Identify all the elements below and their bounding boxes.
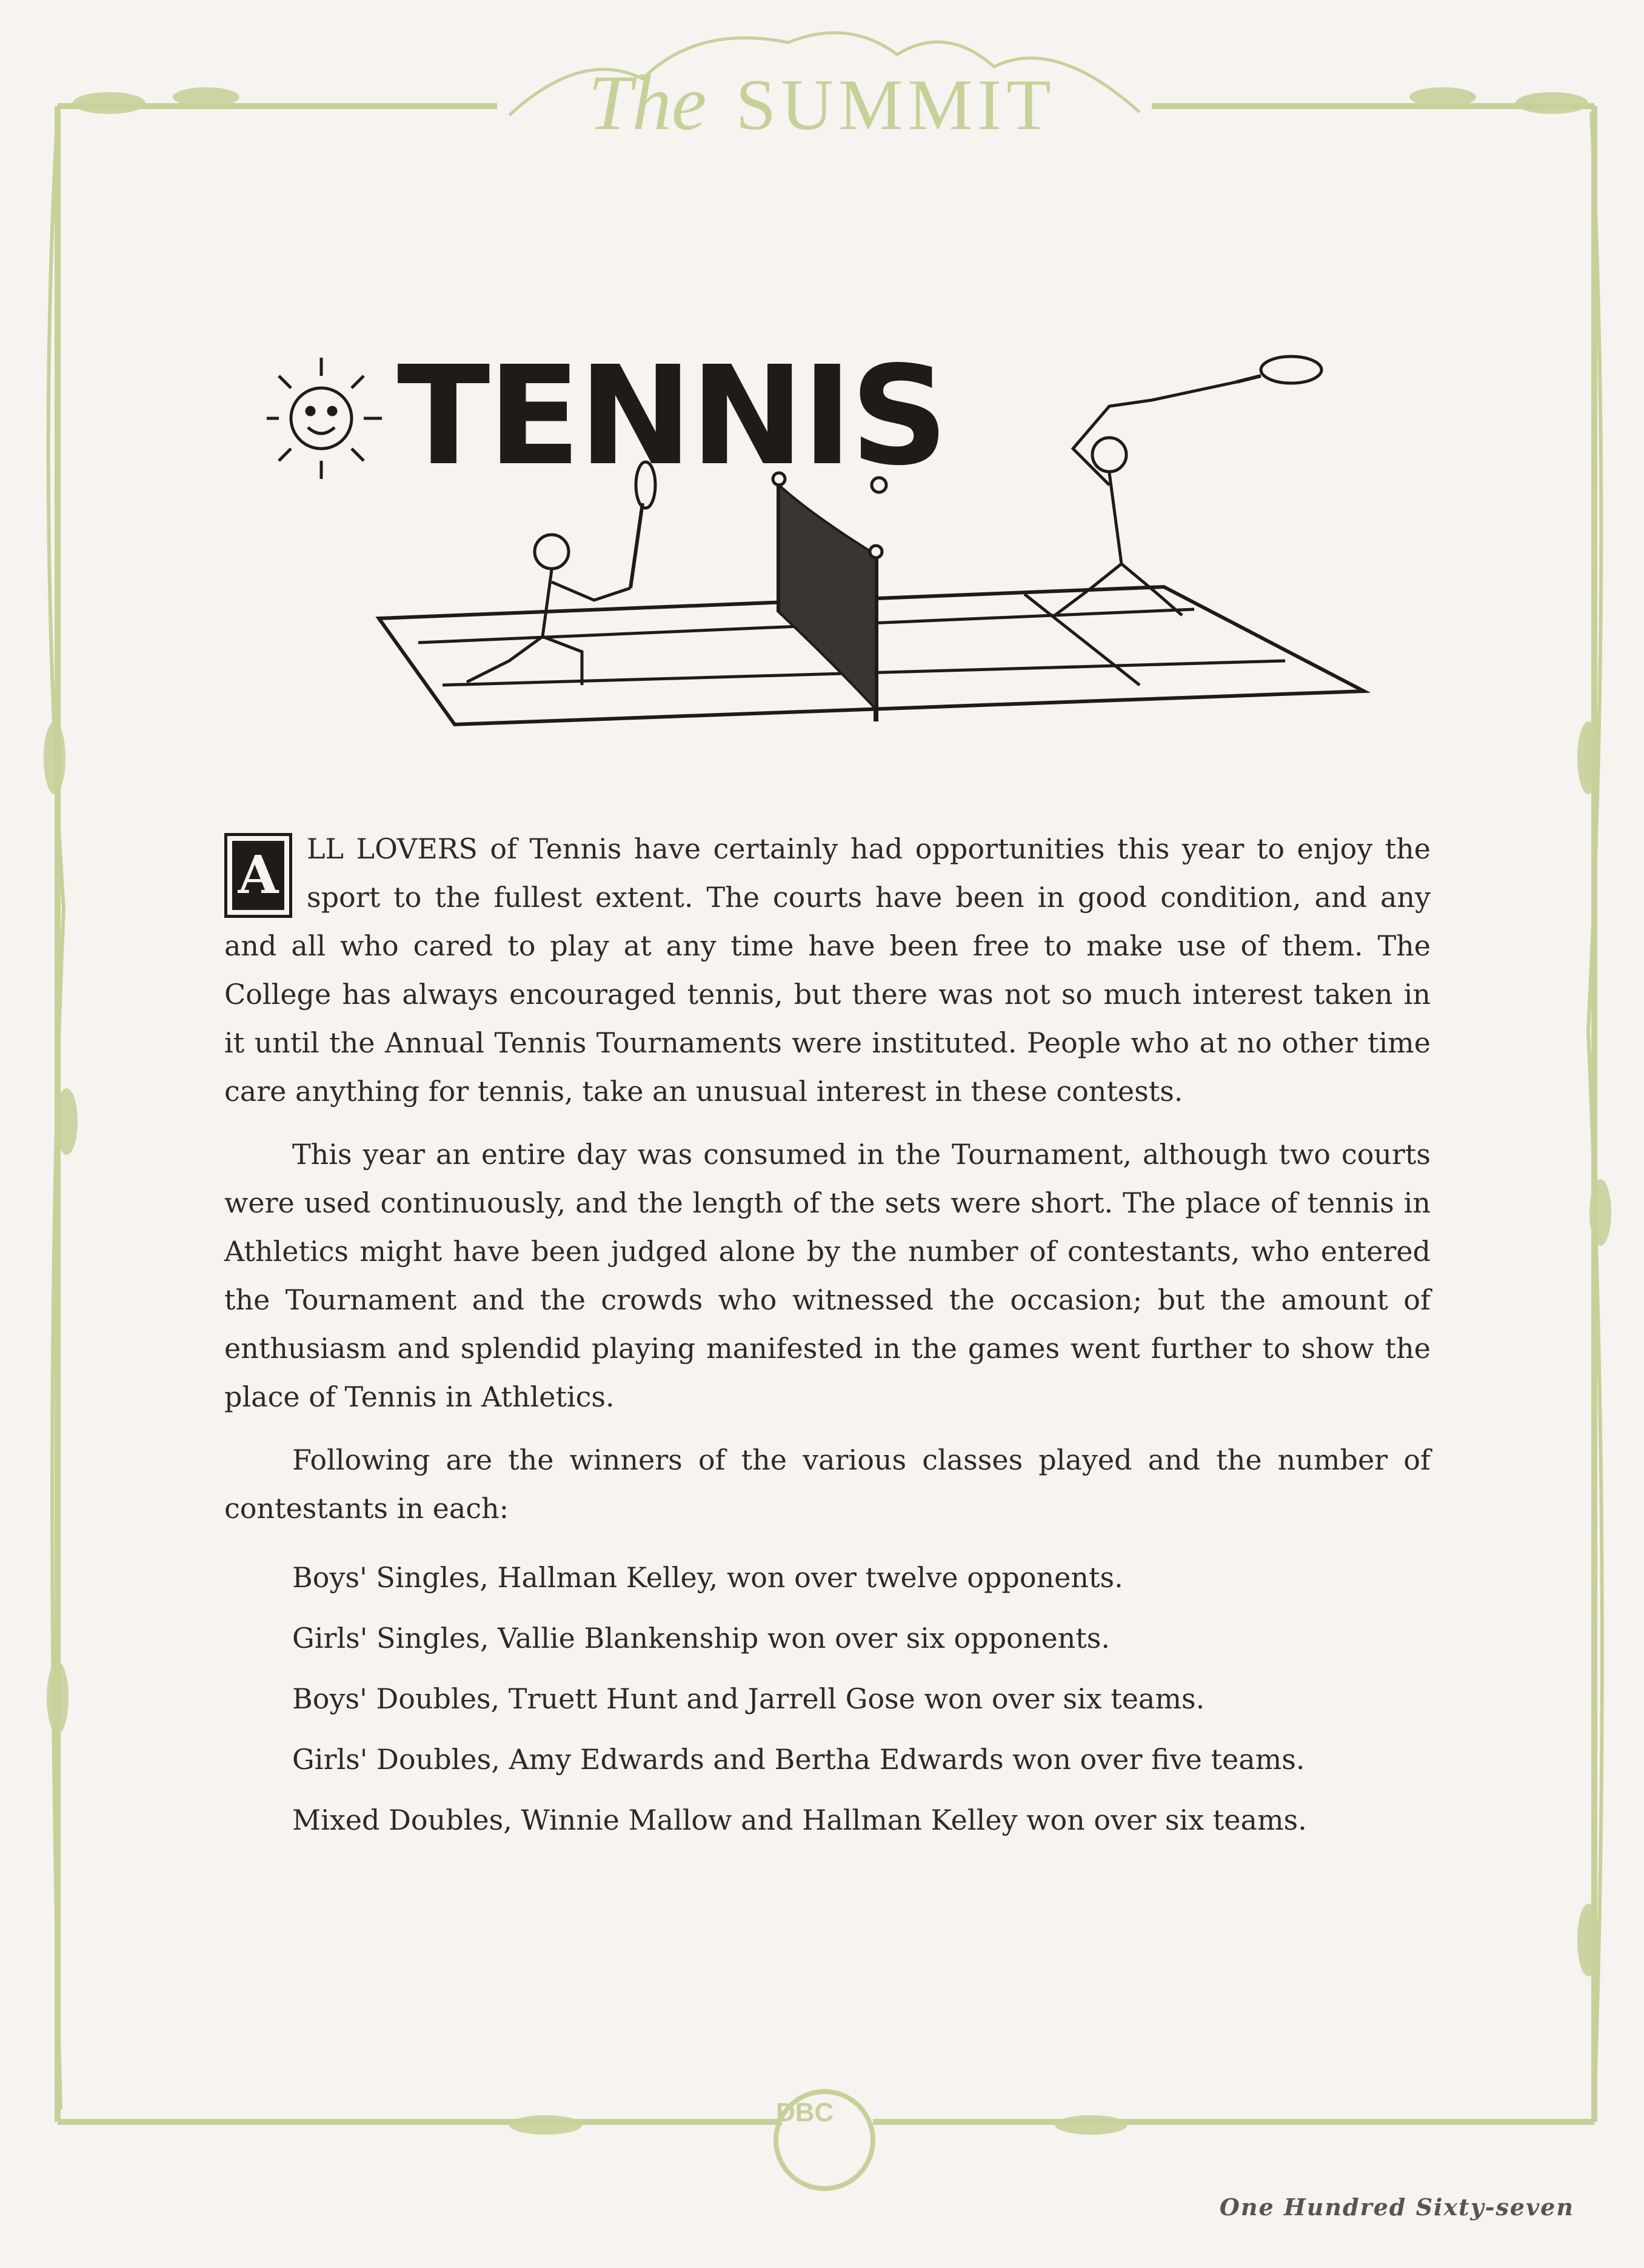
article-body [224,825,1431,1850]
drop-cap-letter: A [232,841,284,910]
page-number: One Hundred Sixty-seven [1219,2193,1574,2221]
paragraph-1-text: LL LOVERS of Tennis have certainly had opportunities this year to enjoy the sport to the fullest extent. The courts have been in good condition, and any and all who cared to play at any time have been free to make use of them. The College has always encouraged tennis, but there was not so much interest taken in it until the Annual Tennis Tournaments were instituted. People who at no other time care anything for tennis, take an unusual interest in these contests. [224,832,1431,1108]
list-item: Boys' Doubles, Truett Hunt and Jarrell Gose won over six teams. [292,1682,1205,1715]
page-heading: TENNIS [397,337,946,496]
paragraph-1 [224,825,1431,1116]
header-title [0,58,1644,149]
list-item: Girls' Singles, Vallie Blankenship won over six opponents. [292,1622,1111,1654]
winners-list [224,1547,1431,1850]
list-item: Mixed Doubles, Winnie Mallow and Hallman Kelley won over six teams. [292,1804,1307,1836]
sun-icon [291,388,352,449]
paragraph-2: This year an entire day was consumed in the Tournament, although two courts were used continuously, and the length of the sets were short. The place of tennis in Athletics might have been judged alone by the number of contestants, who entered the Tournament and the crowds who witnessed the occasion; but the amount of enthusiasm and splendid playing manifested in the games went further to show the place of Tennis in Athletics. [224,1138,1431,1413]
header-summit: SUMMIT [735,64,1056,145]
dbc-emblem: DBC [776,2098,834,2127]
drop-cap [224,833,292,918]
list-item: Boys' Singles, Hallman Kelley, won over twelve opponents. [292,1561,1123,1594]
list-item: Girls' Doubles, Amy Edwards and Bertha Edwards won over five teams. [292,1743,1305,1776]
paragraph-3: Following are the winners of the various classes played and the number of contestants in each: [224,1443,1431,1525]
header-the: The [588,59,707,147]
